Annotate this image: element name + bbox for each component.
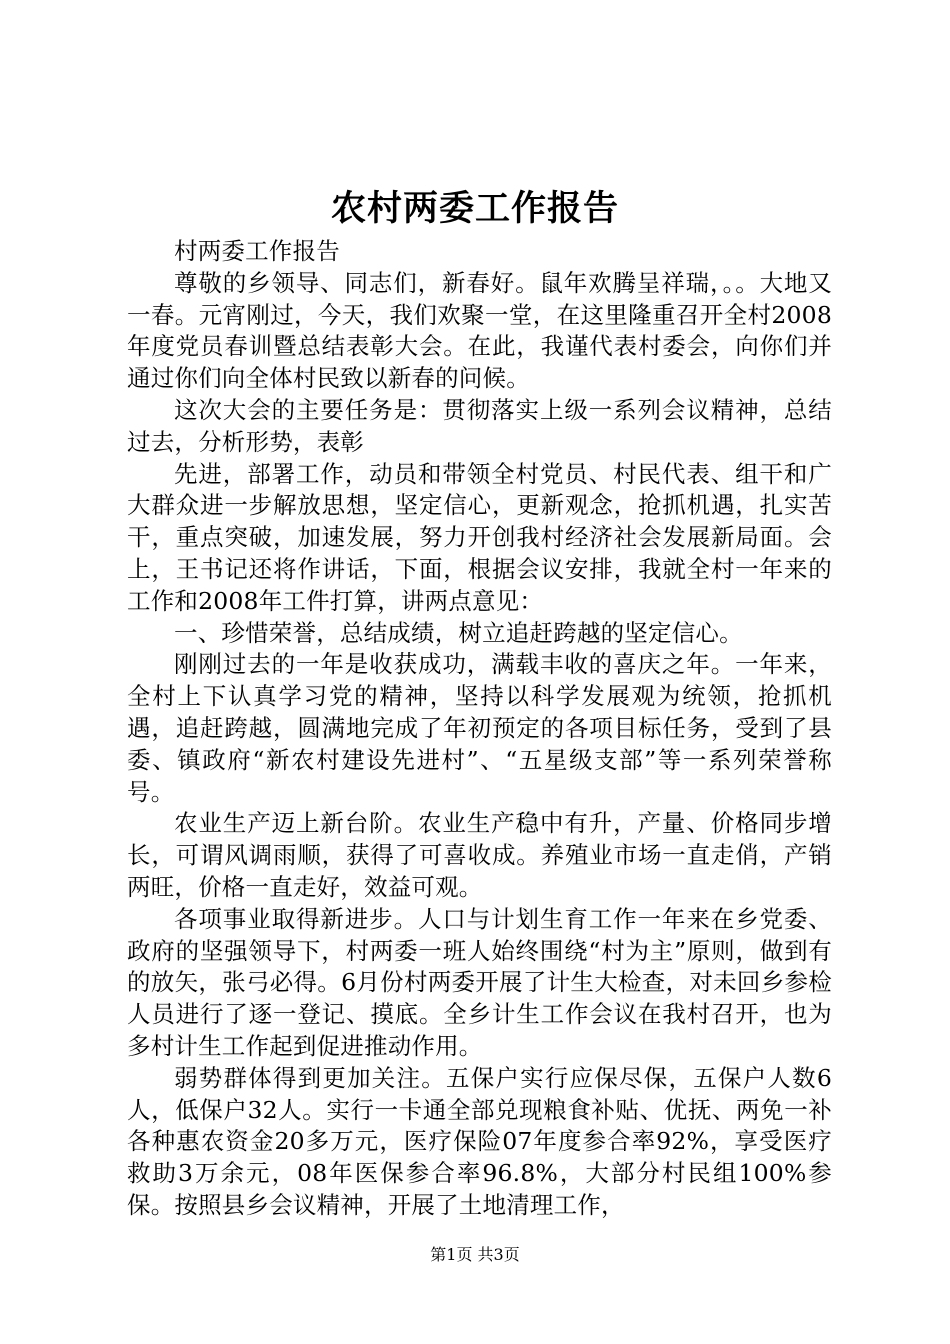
paragraph-past-year: 刚刚过去的一年是收获成功，满载丰收的喜庆之年。一年来，全村上下认真学习党的精神，坚持以科学发展观为统领，抢抓机遇，追赶跨越，圆满地完成了年初预定的各项目标任务，受到了县委、镇政府“新农村建设先进村”、“五星级支部”等一系列荣誉称号。 bbox=[127, 650, 832, 806]
paragraph-greeting: 尊敬的乡领导、同志们，新春好。鼠年欢腾呈祥瑞，。。大地又一春。元宵刚过，今天，我们欢聚一堂，在这里隆重召开全村2008年度党员春训暨总结表彰大会。在此，我谨代表村委会，向你们并通过你们向全体村民致以新春的问候。 bbox=[127, 268, 832, 393]
paragraph-agriculture: 农业生产迈上新台阶。农业生产稳中有升，产量、价格同步增长，可谓风调雨顺，获得了可喜收成。养殖业市场一直走俏，产销两旺，价格一直走好，效益可观。 bbox=[127, 809, 832, 901]
paragraph-section-heading-1: 一、珍惜荣誉，总结成绩，树立追赶跨越的坚定信心。 bbox=[174, 618, 743, 647]
document-title: 农村两委工作报告 bbox=[330, 188, 619, 229]
page-number-footer: 第1页 共3页 bbox=[430, 1245, 520, 1264]
paragraph-vulnerable-groups: 弱势群体得到更加关注。五保户实行应保尽保，五保户人数6人，低保户32人。实行一卡通全部兑现粮食补贴、优抚、两免一补各种惠农资金20多万元，医疗保险07年度参合率92%，享受医疗救助3万余元，08年医保参合率96.8%，大部分村民组100%参保。按照县乡会议精神，开展了土地清理工作， bbox=[127, 1063, 832, 1219]
paragraph-undertakings: 各项事业取得新进步。人口与计划生育工作一年来在乡党委、政府的坚强领导下，村两委一班人始终围绕“村为主”原则，做到有的放矢，张弓必得。6月份村两委开展了计生大检查，对未回乡参检人员进行了逐一登记、摸底。全乡计生工作会议在我村召开，也为多村计生工作起到促进推动作用。 bbox=[127, 904, 832, 1060]
paragraph-meeting-task: 这次大会的主要任务是：贯彻落实上级一系列会议精神，总结过去，分析形势，表彰 bbox=[127, 395, 832, 456]
paragraph-mobilization: 先进，部署工作，动员和带领全村党员、村民代表、组干和广大群众进一步解放思想，坚定信心，更新观念，抢抓机遇，扎实苦干，重点突破，加速发展，努力开创我村经济社会发展新局面。会上，王书记还将作讲话，下面，根据会议安排，我就全村一年来的工作和2008年工件打算，讲两点意见： bbox=[127, 459, 832, 615]
paragraph-subtitle: 村两委工作报告 bbox=[174, 237, 340, 265]
document-body bbox=[127, 236, 832, 1222]
